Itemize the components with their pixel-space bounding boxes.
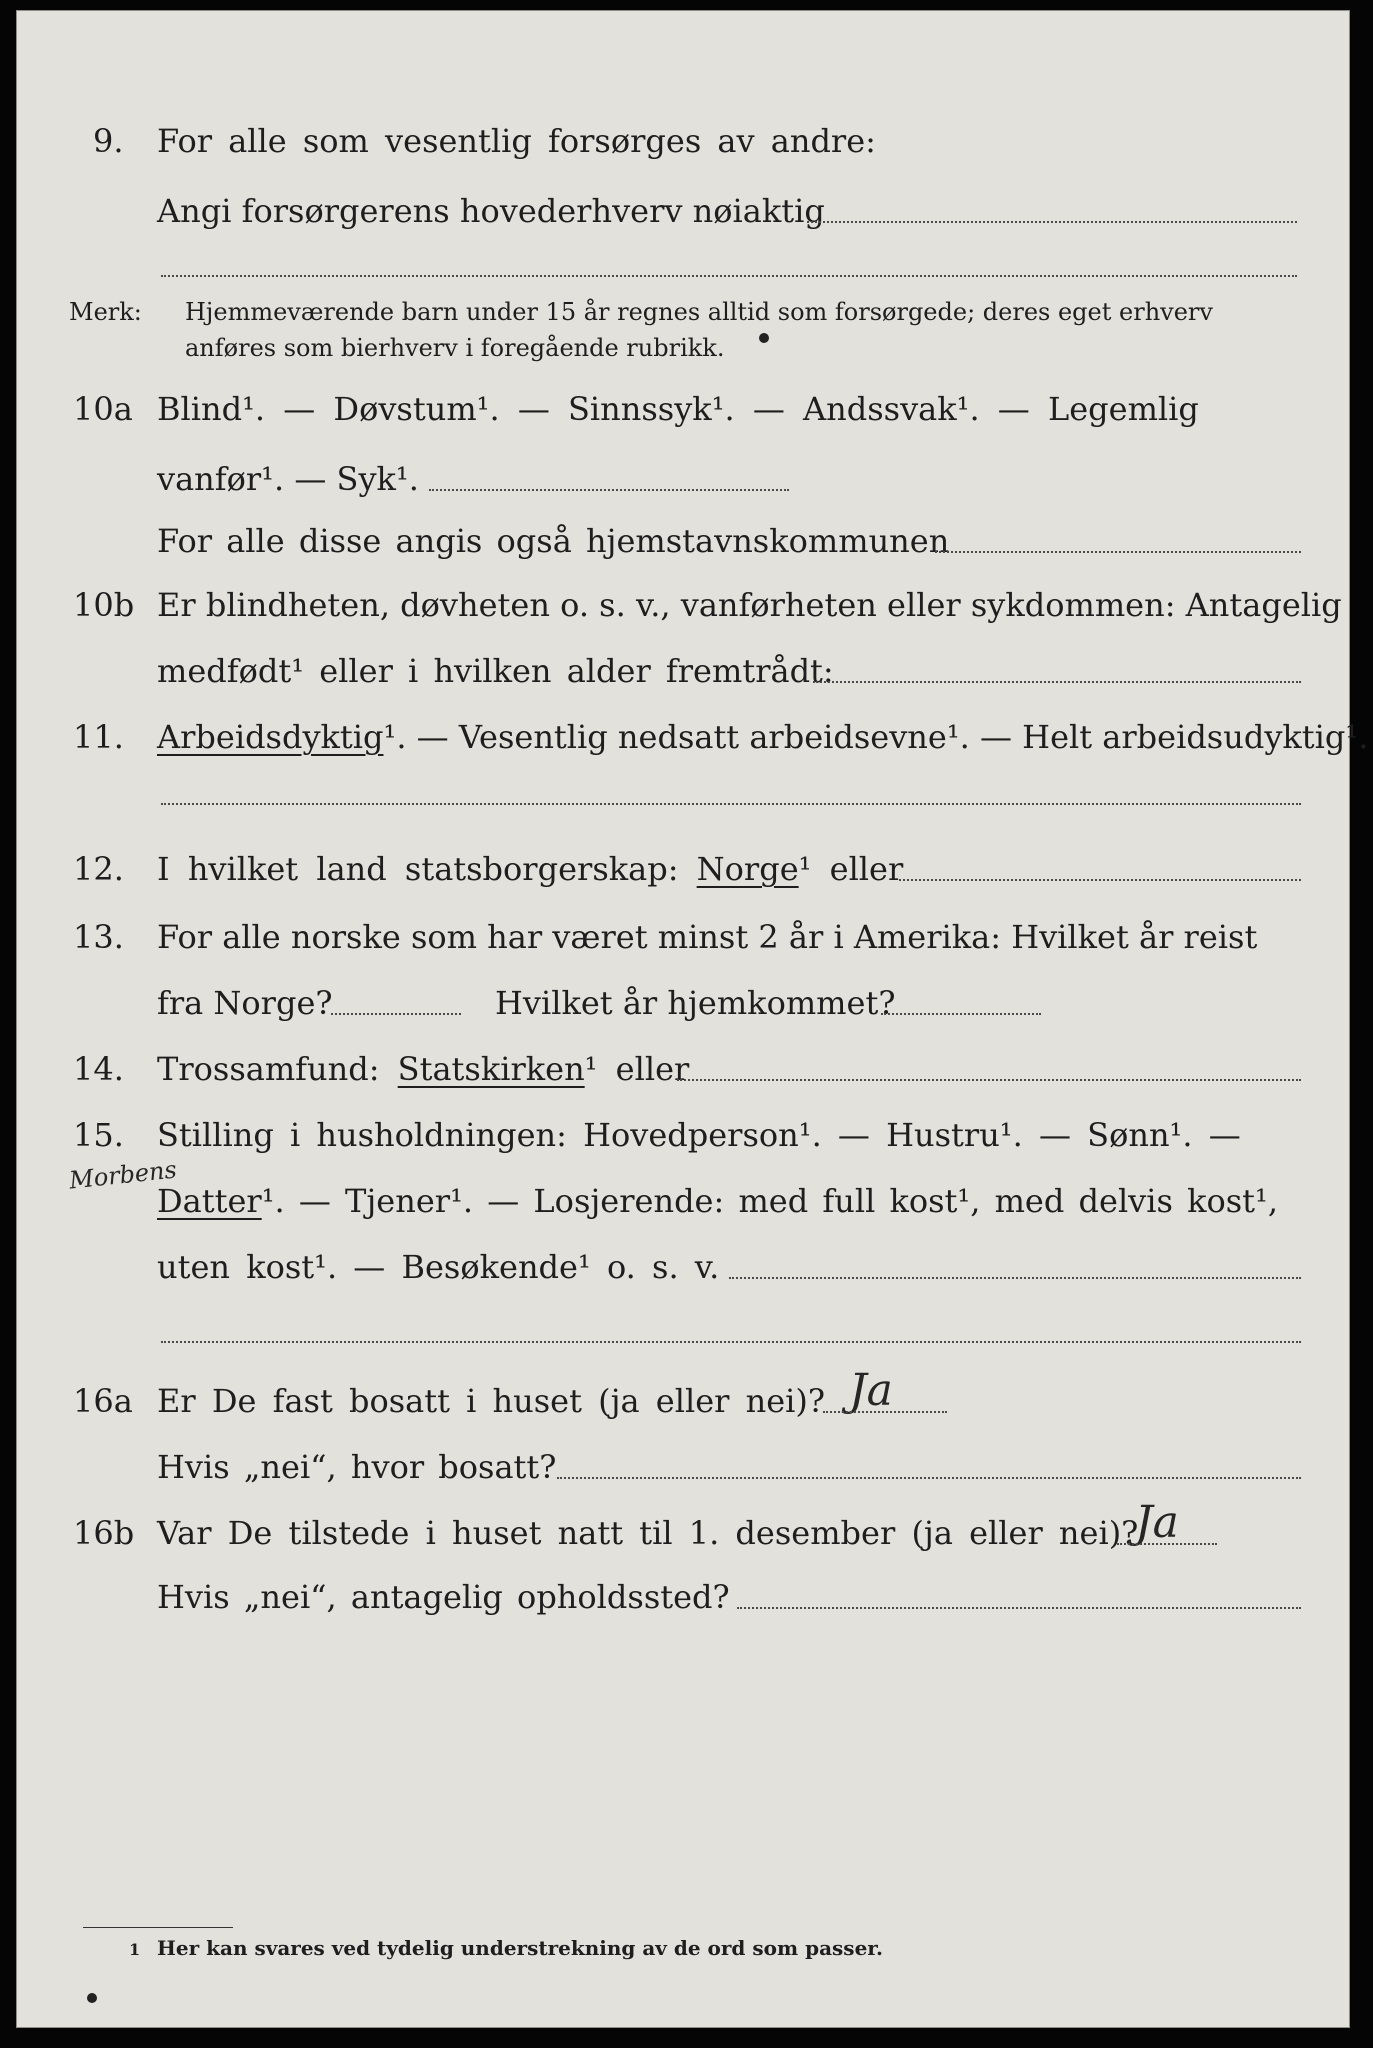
q11-answer-line (161, 803, 1301, 805)
q11-arbeidsdyktig-underlined: Arbeidsdyktig (157, 718, 384, 756)
q16b-line1: Var De tilstede i huset natt til 1. desember (ja eller nei)? (157, 1514, 1139, 1552)
q15-line2 (157, 1181, 1278, 1221)
q14-before: Trossamfund: (157, 1050, 380, 1088)
q13-line1: For alle norske som har været minst 2 år i Amerika: Hvilket år reist (157, 918, 1258, 956)
q12-line (157, 849, 903, 889)
q10a-number: 10a (73, 390, 133, 428)
q11-line (157, 717, 1368, 757)
q12-number: 12. (73, 850, 124, 888)
q11-rest: ¹. — Vesentlig nedsatt arbeidsevne¹. — Helt arbeidsudyktig¹. (383, 718, 1369, 756)
q12-before: I hvilket land statsborgerskap: (157, 850, 679, 888)
q16b-answer: Ja (1135, 1497, 1179, 1548)
q16a-answer: Ja (849, 1365, 893, 1416)
q13-number: 13. (73, 918, 124, 956)
q15-answer-line-2 (161, 1341, 1301, 1343)
q9-line1: For alle som vesentlig forsørges av andre: (157, 122, 876, 160)
q10a-hjemstavn-line (935, 551, 1301, 553)
q16b-number: 16b (73, 1514, 135, 1552)
q10a-line1: Blind¹. — Døvstum¹. — Sinnssyk¹. — Andssvak¹. — Legemlig (157, 390, 1199, 428)
merk-label: Merk: (69, 298, 142, 326)
q16a-number: 16a (73, 1382, 133, 1420)
q13-line2b: Hvilket år hjemkommet? (495, 984, 896, 1022)
q13-hjemkommet-answer-line (881, 1013, 1041, 1015)
q13-line2a: fra Norge? (157, 984, 333, 1022)
q12-norge-underlined: Norge (696, 850, 799, 888)
q15-line1: Stilling i husholdningen: Hovedperson¹. — Hustru¹. — Sønn¹. — (157, 1116, 1241, 1154)
q9-answer-line-2 (161, 275, 1297, 277)
q11-number: 11. (73, 718, 124, 756)
merk-line1: Hjemmeværende barn under 15 år regnes alltid som forsørgede; deres eget erhverv (185, 298, 1213, 326)
footnote-text: Her kan svares ved tydelig understrekning av de ord som passer. (157, 1936, 883, 1960)
q9-line2: Angi forsørgerens hovederhverv nøiaktig (157, 192, 825, 230)
q16b-answer-line (1117, 1543, 1217, 1545)
q10a-line2: vanfør¹. — Syk¹. (157, 460, 419, 498)
q9-number: 9. (93, 122, 124, 160)
q12-after: ¹ eller (798, 850, 904, 888)
q14-answer-line (677, 1079, 1301, 1081)
q16a-answer-line (823, 1411, 947, 1413)
q15-datter-underlined: Datter (157, 1182, 262, 1220)
q12-answer-line (899, 879, 1301, 881)
q15-handwritten-note: Morbens (67, 1155, 179, 1195)
q15-number: 15. (73, 1116, 124, 1154)
q10a-line3: For alle disse angis også hjemstavnskommunen (157, 522, 950, 560)
q14-after: ¹ eller (584, 1050, 690, 1088)
q14-line (157, 1049, 689, 1089)
q15-line3: uten kost¹. — Besøkende¹ o. s. v. (157, 1248, 720, 1286)
q16b-opholdssted-line (737, 1607, 1301, 1609)
q10b-answer-line (813, 681, 1301, 683)
q15-answer-line (729, 1277, 1301, 1279)
q10b-number: 10b (73, 586, 135, 624)
q15-line2-rest: ¹. — Tjener¹. — Losjerende: med full kost¹, med delvis kost¹, (261, 1182, 1279, 1220)
q10a-answer-line (429, 489, 789, 491)
q16a-line1: Er De fast bosatt i huset (ja eller nei)? (157, 1382, 826, 1420)
footnote-marker: 1 (129, 1940, 141, 1959)
q10b-line2: medfødt¹ eller i hvilken alder fremtrådt: (157, 652, 834, 690)
q16a-line2: Hvis „nei“, hvor bosatt? (157, 1448, 557, 1486)
q13-reist-answer-line (331, 1013, 461, 1015)
ink-speck (759, 333, 769, 343)
q14-number: 14. (73, 1050, 124, 1088)
census-form-page (16, 10, 1369, 2028)
q16b-line2: Hvis „nei“, antagelig opholdssted? (157, 1578, 730, 1616)
q10b-line1: Er blindheten, døvheten o. s. v., vanførheten eller sykdommen: Antagelig (157, 586, 1342, 624)
footnote-rule (83, 1927, 233, 1928)
q9-answer-line (807, 221, 1297, 223)
q16a-bosatt-line (557, 1477, 1301, 1479)
q14-statskirken-underlined: Statskirken (397, 1050, 585, 1088)
ink-speck (87, 1993, 97, 2003)
merk-line2: anføres som bierhverv i foregående rubrikk. (185, 334, 725, 362)
